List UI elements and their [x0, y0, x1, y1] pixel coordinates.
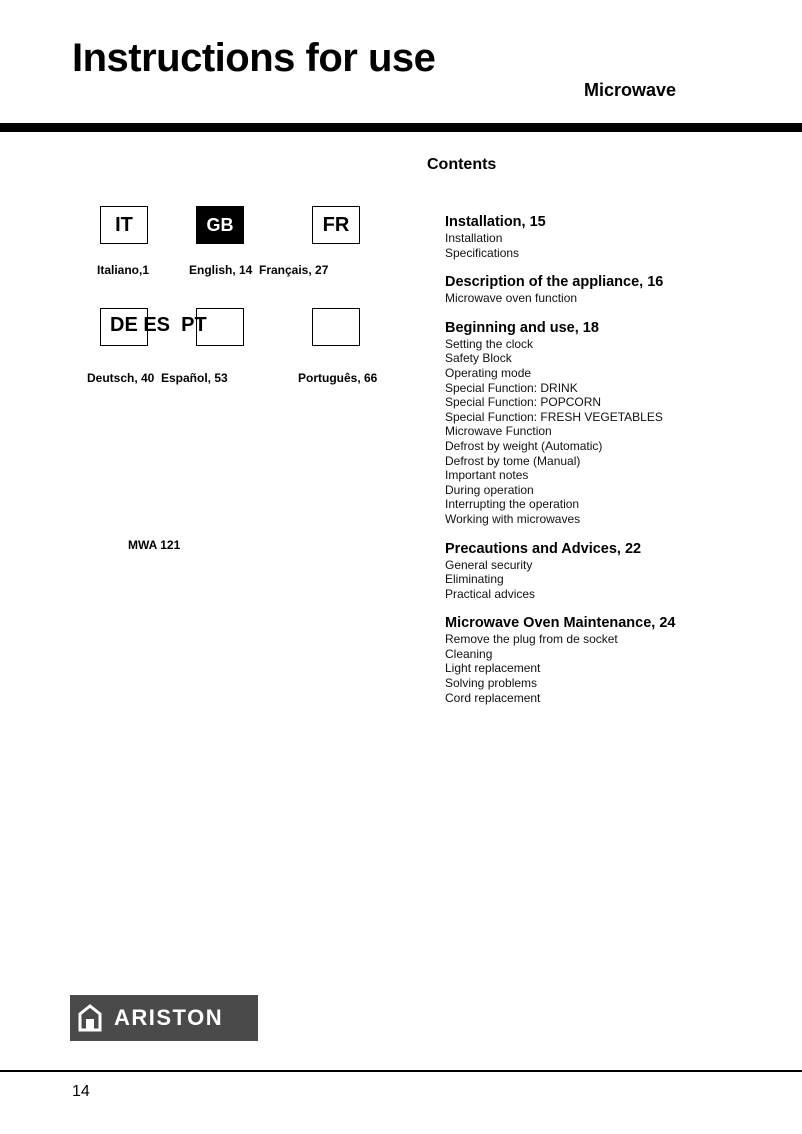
toc-item[interactable]: Cleaning [445, 646, 493, 661]
house-icon [78, 1004, 102, 1032]
toc-item[interactable]: During operation [445, 482, 534, 497]
toc-item[interactable]: Cord replacement [445, 690, 541, 705]
toc-section-title[interactable]: Beginning and use, 18 [445, 319, 599, 336]
toc-section-description [445, 273, 785, 306]
lang-caption-portugues: Português, 66 [298, 371, 378, 385]
page-title: Instructions for use [72, 36, 436, 80]
toc-item[interactable]: Safety Block [445, 351, 512, 366]
toc-section-maintenance [445, 614, 785, 705]
toc-item[interactable]: Operating mode [445, 365, 532, 380]
toc-item[interactable]: Light replacement [445, 661, 541, 676]
toc-section-title[interactable]: Precautions and Advices, 22 [445, 540, 642, 557]
lang-codes-row2: DE ES PT [110, 314, 207, 336]
toc-section-precautions [445, 540, 785, 602]
lang-box-pt[interactable] [312, 308, 360, 346]
table-of-contents [445, 213, 785, 718]
lang-caption-italiano: Italiano,1 [97, 263, 150, 277]
ariston-logo [70, 995, 258, 1041]
lang-box-fr[interactable]: FR [312, 206, 360, 244]
lang-caption-espanol: Español, 53 [161, 371, 228, 385]
contents-heading: Contents [427, 156, 497, 173]
toc-item[interactable]: Defrost by weight (Automatic) [445, 438, 603, 453]
toc-item[interactable]: Setting the clock [445, 336, 534, 351]
toc-item[interactable]: Installation [445, 231, 503, 245]
toc-item[interactable]: Remove the plug from de socket [445, 632, 618, 647]
toc-item[interactable]: General security [445, 557, 533, 572]
toc-item[interactable]: Special Function: DRINK [445, 380, 578, 395]
toc-item[interactable]: Special Function: FRESH VEGETABLES [445, 409, 663, 424]
toc-item[interactable]: Working with microwaves [445, 511, 581, 526]
lang-caption-english: English, 14 [189, 263, 253, 277]
model-number: MWA 121 [128, 538, 181, 552]
toc-section-title[interactable]: Description of the appliance, 16 [445, 274, 664, 291]
toc-item[interactable]: Solving problems [445, 676, 538, 691]
toc-item[interactable]: Special Function: POPCORN [445, 395, 602, 410]
header-divider [0, 123, 802, 132]
page-number: 14 [72, 1083, 90, 1100]
toc-section-beginning [445, 319, 785, 527]
toc-section-title[interactable]: Microwave Oven Maintenance, 24 [445, 615, 676, 632]
brand-name: ARISTON [114, 1005, 224, 1030]
toc-item[interactable]: Eliminating [445, 572, 504, 587]
toc-item[interactable]: Microwave oven function [445, 291, 578, 306]
toc-section-installation [445, 213, 785, 260]
lang-caption-deutsch: Deutsch, 40 [87, 371, 155, 385]
toc-section-title[interactable]: Installation, 15 [445, 214, 546, 230]
toc-item[interactable]: Microwave Function [445, 424, 552, 439]
lang-box-it[interactable]: IT [100, 206, 148, 244]
toc-item[interactable]: Specifications [445, 245, 520, 260]
toc-item[interactable]: Defrost by tome (Manual) [445, 453, 581, 468]
toc-item[interactable]: Practical advices [445, 586, 536, 601]
toc-item[interactable]: Important notes [445, 468, 529, 483]
lang-box-gb[interactable]: GB [196, 206, 244, 244]
toc-item[interactable]: Interrupting the operation [445, 497, 580, 512]
lang-caption-francais: Français, 27 [259, 263, 329, 277]
footer-divider [0, 1070, 802, 1072]
page-subtitle: Microwave [584, 80, 677, 100]
